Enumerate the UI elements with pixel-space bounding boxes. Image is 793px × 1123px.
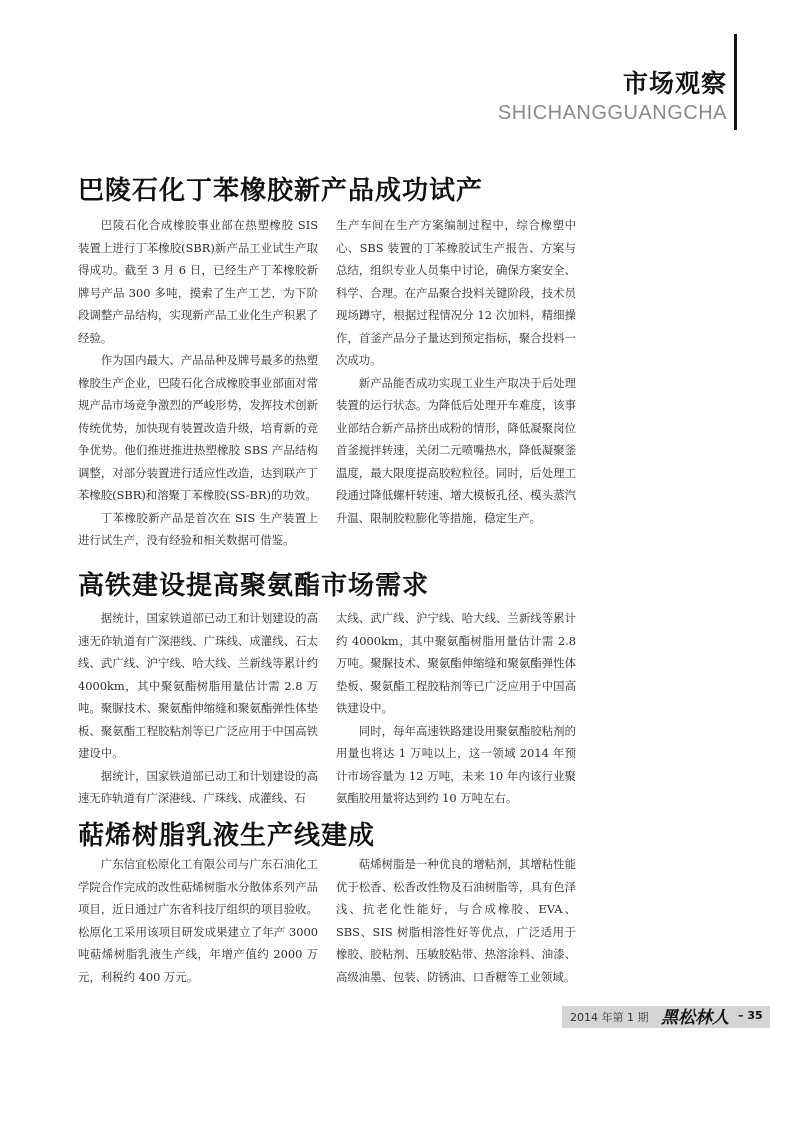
article-1-title: 巴陵石化丁苯橡胶新产品成功试产 bbox=[78, 176, 484, 206]
article-2-column-left bbox=[78, 607, 318, 810]
article-1-column-left bbox=[78, 214, 318, 552]
section-subtitle: SHICHANGGUANGCHA bbox=[497, 102, 727, 124]
paragraph: 丁苯橡胶新产品是首次在 SIS 生产装置上进行试生产，没有经验和相关数据可借鉴。 bbox=[78, 510, 318, 547]
paragraph: 据统计，国家铁道部已动工和计划建设的高速无砟轨道有广深港线、广珠线、成灌线、石 bbox=[78, 768, 318, 805]
paragraph: 作为国内最大、产品品种及牌号最多的热塑橡胶生产企业，巴陵石化合成橡胶事业部面对常规产品市场竞争激烈的严峻形势，发挥技术创新传统优势，加快现有装置改造升级，培育新的竞争优势。他们推进推进热塑橡胶 SBS 产品结构调整，对部分装置进行适应性改造，达到联产丁苯橡胶(SBR)和溶聚丁苯橡胶(SS-BR)的功效。 bbox=[78, 353, 318, 502]
page-number: – 35 bbox=[738, 1009, 763, 1022]
paragraph: 巴陵石化合成橡胶事业部在热塑橡胶 SIS 装置上进行丁苯橡胶(SBR)新产品工业试生产取得成功。截至 3 月 6 日，已经生产丁苯橡胶新牌号产品 300 多吨，摸索了生产工艺，为下阶段调整产品结构，实现新产品工业化生产积累了经验。 bbox=[78, 218, 318, 345]
page-footer bbox=[562, 1006, 770, 1028]
magazine-logo: 黑松林人 bbox=[661, 1008, 729, 1028]
section-title: 市场观察 bbox=[622, 69, 727, 98]
paragraph: 太线、武广线、沪宁线、哈大线、兰新线等累计约 4000km，其中聚氨酯树脂用量估计需 2.8 万吨。聚脲技术、聚氨酯伸缩缝和聚氨酯弹性体垫板、聚氨酯工程胶粘剂等已广泛应用于中国高铁建设中。 bbox=[336, 611, 576, 715]
header-divider bbox=[734, 34, 737, 130]
article-2-title: 高铁建设提高聚氨酯市场需求 bbox=[78, 571, 430, 601]
paragraph: 据统计，国家铁道部已动工和计划建设的高速无砟轨道有广深港线、广珠线、成灌线、石太线、武广线、沪宁线、哈大线、兰新线等累计约 4000km，其中聚氨酯树脂用量估计需 2.8 万吨。聚脲技术、聚氨酯伸缩缝和聚氨酯弹性体垫板、聚氨酯工程胶粘剂等已广泛应用于中国高铁建设中。 bbox=[78, 611, 318, 760]
article-2-column-right bbox=[336, 607, 576, 810]
issue-label: 2014 年第 1 期 bbox=[570, 1011, 649, 1024]
article-3-column-right bbox=[336, 853, 576, 988]
article-1-column-right bbox=[336, 214, 576, 529]
article-3-column-left bbox=[78, 853, 318, 988]
paragraph: 生产车间在生产方案编制过程中，综合橡塑中心、SBS 装置的丁苯橡胶试生产报告、方案与总结，组织专业人员集中讨论，确保方案安全、科学、合理。在产品聚合投料关键阶段，技术员现场蹲守，根据过程情况分 12 次加料，精细操作，首釜产品分子量达到预定指标，聚合投料一次成功。 bbox=[336, 218, 576, 367]
paragraph: 广东信宜松原化工有限公司与广东石油化工学院合作完成的改性萜烯树脂水分散体系列产品项目，近日通过广东省科技厅组织的项目验收。松原化工采用该项目研发成果建立了年产 3000 吨萜烯树脂乳液生产线，年增产值约 2000 万元，利税约 400 万元。 bbox=[78, 857, 318, 984]
paragraph: 同时，每年高速铁路建设用聚氨酯胶粘剂的用量也将达 1 万吨以上，这一领域 2014 年预计市场容量为 12 万吨，未来 10 年内该行业聚氨酯胶用量将达到约 10 万吨左右。 bbox=[336, 723, 576, 805]
article-3-title: 萜烯树脂乳液生产线建成 bbox=[78, 821, 376, 851]
paragraph: 萜烯树脂是一种优良的增粘剂，其增粘性能优于松香、松香改性物及石油树脂等，具有色泽浅、抗老化性能好，与合成橡胶、EVA、SBS、SIS 树脂相溶性好等优点，广泛适用于橡胶、胶粘剂、压敏胶粘带、热溶涂料、油漆、高级油墨、包装、防锈油、口香糖等工业领域。 bbox=[336, 857, 576, 984]
paragraph: 新产品能否成功实现工业生产取决于后处理装置的运行状态。为降低后处理开车难度，该事业部结合新产品挤出成粉的情形，降低凝聚岗位首釜搅拌转速，关闭二元喷嘴热水，降低凝聚釜温度，最大限度提高胶粒粒径。同时，后处理工段通过降低螺杆转速、增大模板孔径、模头蒸汽升温、限制胶粒膨化等措施，稳定生产。 bbox=[336, 375, 576, 525]
